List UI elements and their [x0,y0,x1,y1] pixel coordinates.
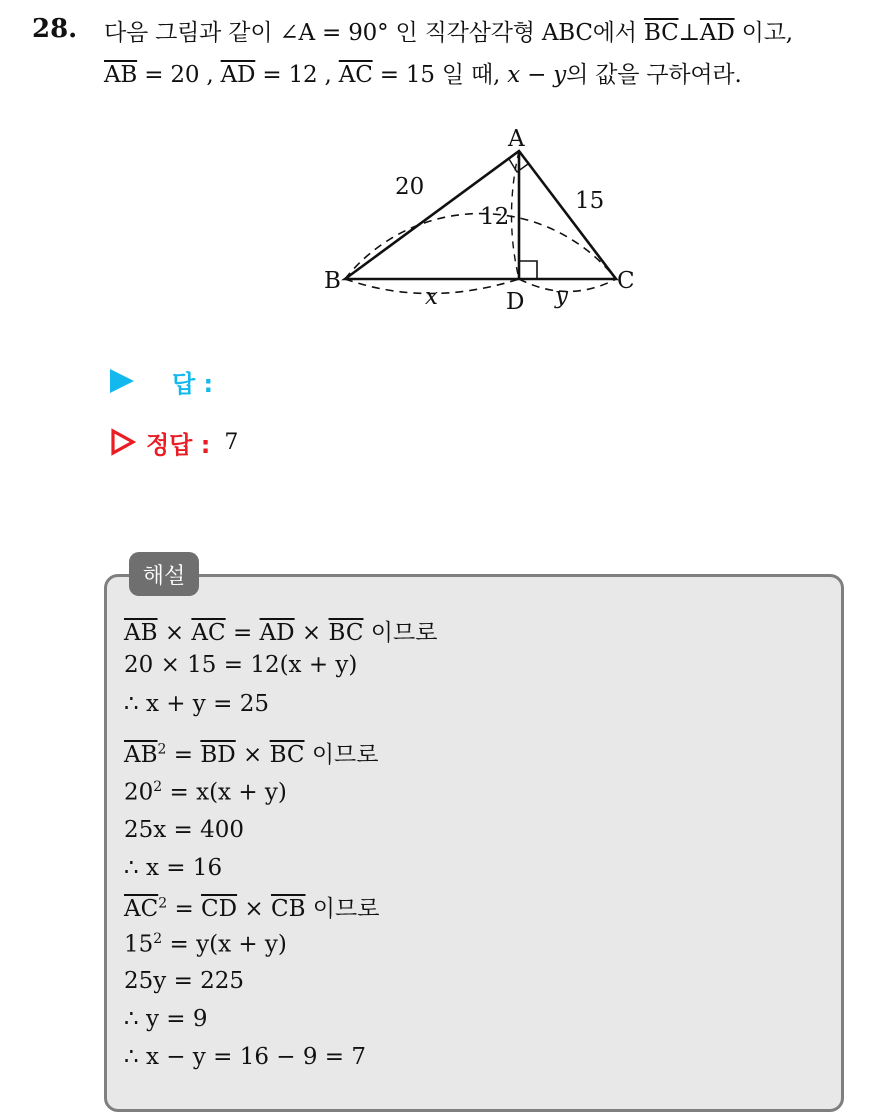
explanation-line-4: $\overline{AB}^2 = \overline{BD} \times \overline{BC}$ 이므로 [124,741,379,768]
question-text-line-2: $\overline{AB} = 20$ , $\overline{AD} = 12$ , $\overline{AC} = 15$ 일 때, x − y의 값을 구하여라. [104,62,742,88]
explanation-line-7: ∴ x = 16 [124,855,223,881]
answer-key-value: 7 [224,429,239,455]
explanation-line-1: $\overline{AB} \times \overline{AC} = \overline{AD} \times \overline{BC}$ 이므로 [124,620,438,646]
length-ab: 20 [395,174,425,200]
explanation-line-10: 25y = 225 [124,968,245,994]
right-angle-mark-d [519,261,537,279]
length-ad: 12 [480,204,510,230]
label-b: B [324,268,341,294]
explanation-line-6: 25x = 400 [124,817,245,843]
length-ac: 15 [575,188,605,214]
question-text-line-1: 다음 그림과 같이 ∠A = 90° 인 직각삼각형 ABC에서 $\overline{BC}\perp\overline{AD}$ 이고, [104,20,793,46]
answer-key-row [110,424,238,460]
explanation-line-9: $15^2 = y(x + y)$ [124,931,287,958]
explanation-line-12: ∴ x − y = 16 − 9 = 7 [124,1044,367,1070]
explanation-tab: 해설 [129,552,199,596]
explanation-line-2: 20 × 15 = 12(x + y) [124,652,358,678]
explanation-line-11: ∴ y = 9 [124,1006,208,1032]
explanation-line-3: ∴ x + y = 25 [124,691,269,717]
filled-triangle-icon [110,369,134,393]
label-d: D [506,289,525,315]
answer-row [110,364,213,398]
label-a: A [508,126,525,152]
question-number: 28. [32,14,78,44]
label-c: C [617,268,635,294]
explanation-line-8: $\overline{AC}^2 = \overline{CD} \times \overline{CB}$ 이므로 [124,895,380,922]
outline-triangle-icon [110,428,136,456]
length-y: y [555,283,568,309]
answer-label: 답 : [172,369,214,398]
answer-key-label: 정답 : [146,430,211,459]
triangle-figure [318,116,648,316]
explanation-line-5: $20^2 = x(x + y)$ [124,779,287,806]
length-x: x [425,284,438,310]
